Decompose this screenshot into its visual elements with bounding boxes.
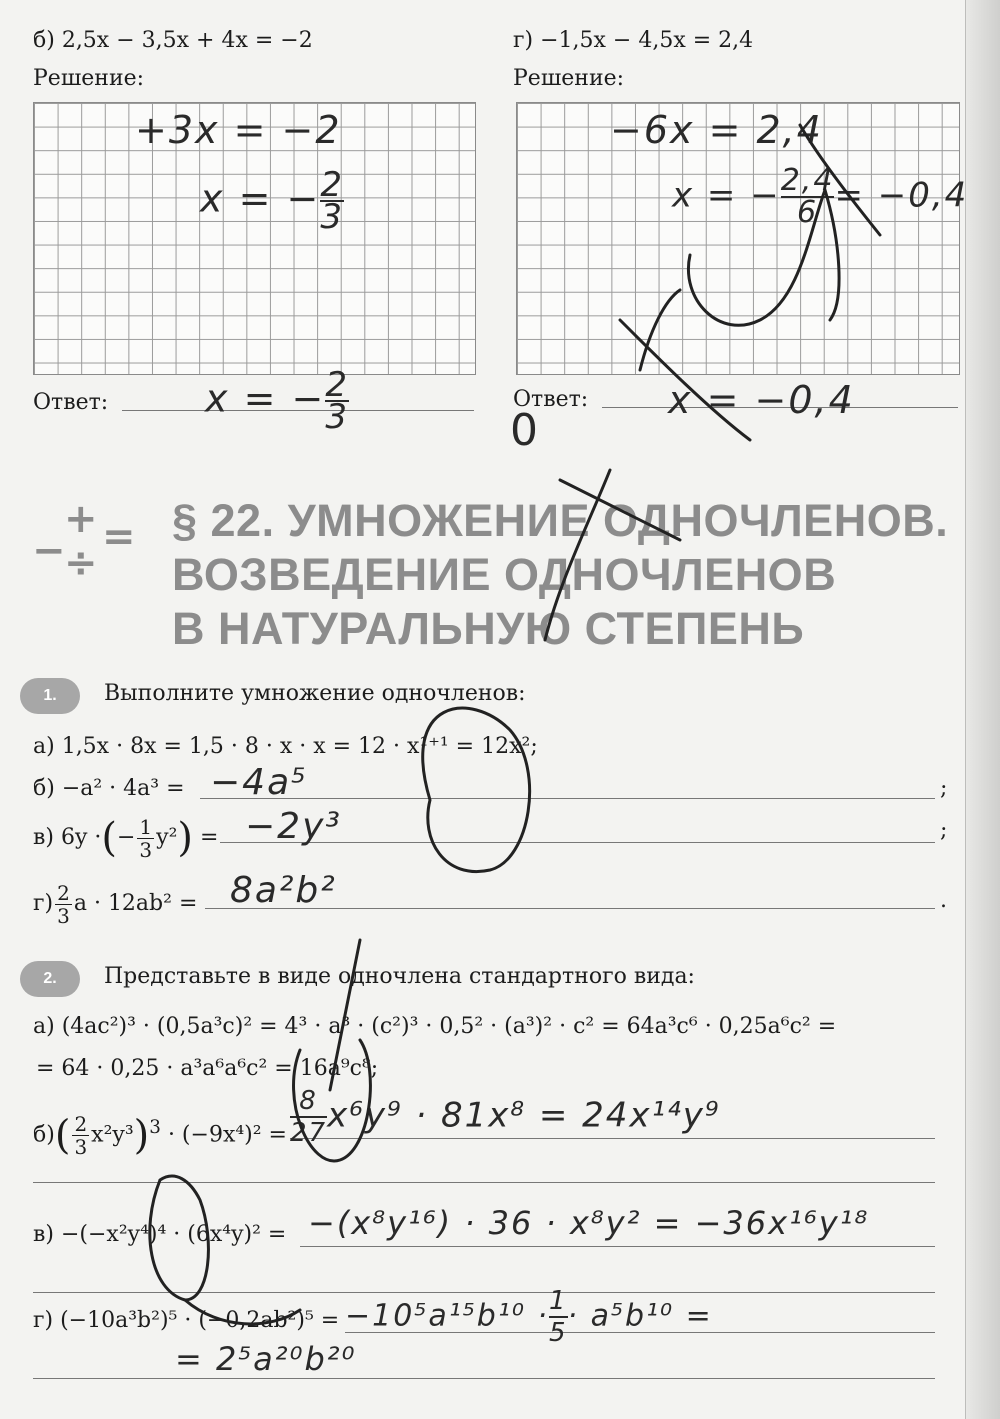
hw-task2-g-line2: = 2⁵a²⁰b²⁰ [175, 1340, 357, 1378]
hw-task2-v: −(x⁸y¹⁶) · 36 · x⁸y² = −36x¹⁶y¹⁸ [308, 1204, 870, 1242]
hw-right-line1: −6x = 2,4 [610, 108, 823, 152]
task2-number-badge: 2. [20, 961, 80, 997]
hw-left-line1: +3x = −2 [135, 108, 342, 152]
task1-g-expr: г) $\frac{2}{3}$ a · 12ab² = [33, 880, 198, 928]
task2-g-line2 [33, 1378, 935, 1379]
hw-task2-g-line1: −10⁵a¹⁵b¹⁰ · $\frac{1}{5}$ · a⁵b¹⁰ = [345, 1286, 713, 1348]
hw-right-answer: x = −0,4 [668, 378, 855, 422]
section-title-line1: § 22. УМНОЖЕНИЕ ОДНОЧЛЕНОВ. [172, 495, 949, 546]
hw-right-line2: x = − $\frac{2,4}{6}$ = −0,4 [672, 163, 969, 230]
answer-label-left: Ответ: [33, 390, 109, 415]
solution-label-left: Решение: [33, 66, 145, 91]
hw-task2-b: $\frac{8}{27}$ x⁶y⁹ · 81x⁸ = 24x¹⁴y⁹ [290, 1086, 721, 1148]
task1-v-end: ; [940, 818, 948, 843]
task1-b-line [200, 798, 935, 799]
task1-b-end: ; [940, 776, 948, 801]
task1-b-prefix: б) −a² · 4a³ = [33, 776, 185, 801]
task1-title: Выполните умножение одночленов: [104, 681, 526, 706]
task1-g-end: . [940, 888, 947, 913]
task2-v-expr: в) −(−x²y⁴)⁴ · (6x⁴y)² = [33, 1222, 287, 1247]
task2-b-expr: б)( $\frac{2}{3}$ x²y³)$^3$ · (−9x⁴)² = [33, 1111, 287, 1159]
operations-icon: − + ÷ = [32, 496, 136, 586]
solution-label-right: Решение: [513, 66, 625, 91]
hw-task1-v: −2y³ [245, 806, 342, 847]
hw-task1-b: −4a⁵ [210, 762, 308, 803]
task2-a-line1: а) (4ac²)³ · (0,5a³c)² = 4³ · a³ · (c²)³ · 0,5² · (a³)² · c² = 64a³c⁶ · 0,25a⁶c² = [33, 1014, 837, 1039]
hw-grade-mark: 0 [510, 405, 540, 456]
answer-label-right: Ответ: [513, 387, 589, 412]
page-edge [965, 0, 1000, 1419]
problem-b-text: б) 2,5x − 3,5x + 4x = −2 [33, 28, 313, 53]
task2-title: Представьте в виде одночлена стандартного вида: [104, 964, 695, 989]
hw-left-answer: x = − $\frac{2}{3}$ [205, 365, 349, 437]
task1-number-badge: 1. [20, 678, 80, 714]
task2-v-line [300, 1246, 935, 1247]
problem-g-text: г) −1,5x − 4,5x = 2,4 [513, 28, 754, 53]
task1-v-expr: в) 6y ·(− $\frac{1}{3}$ y²) = [33, 814, 219, 862]
section-title-line3: В НАТУРАЛЬНУЮ СТЕПЕНЬ [172, 603, 805, 654]
task2-a-line2: = 64 · 0,25 · a³a⁶a⁶c² = 16a⁹c⁸; [36, 1056, 379, 1081]
task2-b-line2 [33, 1182, 935, 1183]
hw-left-line2: x = − $\frac{2}{3}$ [200, 165, 344, 237]
section-title-line2: ВОЗВЕДЕНИЕ ОДНОЧЛЕНОВ [172, 549, 837, 600]
task2-g-expr: г) (−10a³b²)⁵ · (−0,2ab²)⁵ = [33, 1308, 340, 1333]
section-title [172, 494, 948, 656]
task1-a: а) 1,5x · 8x = 1,5 · 8 · x · x = 12 · x¹⁺¹ = 12x²; [33, 734, 538, 759]
hw-task1-g: 8a²b² [230, 870, 337, 911]
